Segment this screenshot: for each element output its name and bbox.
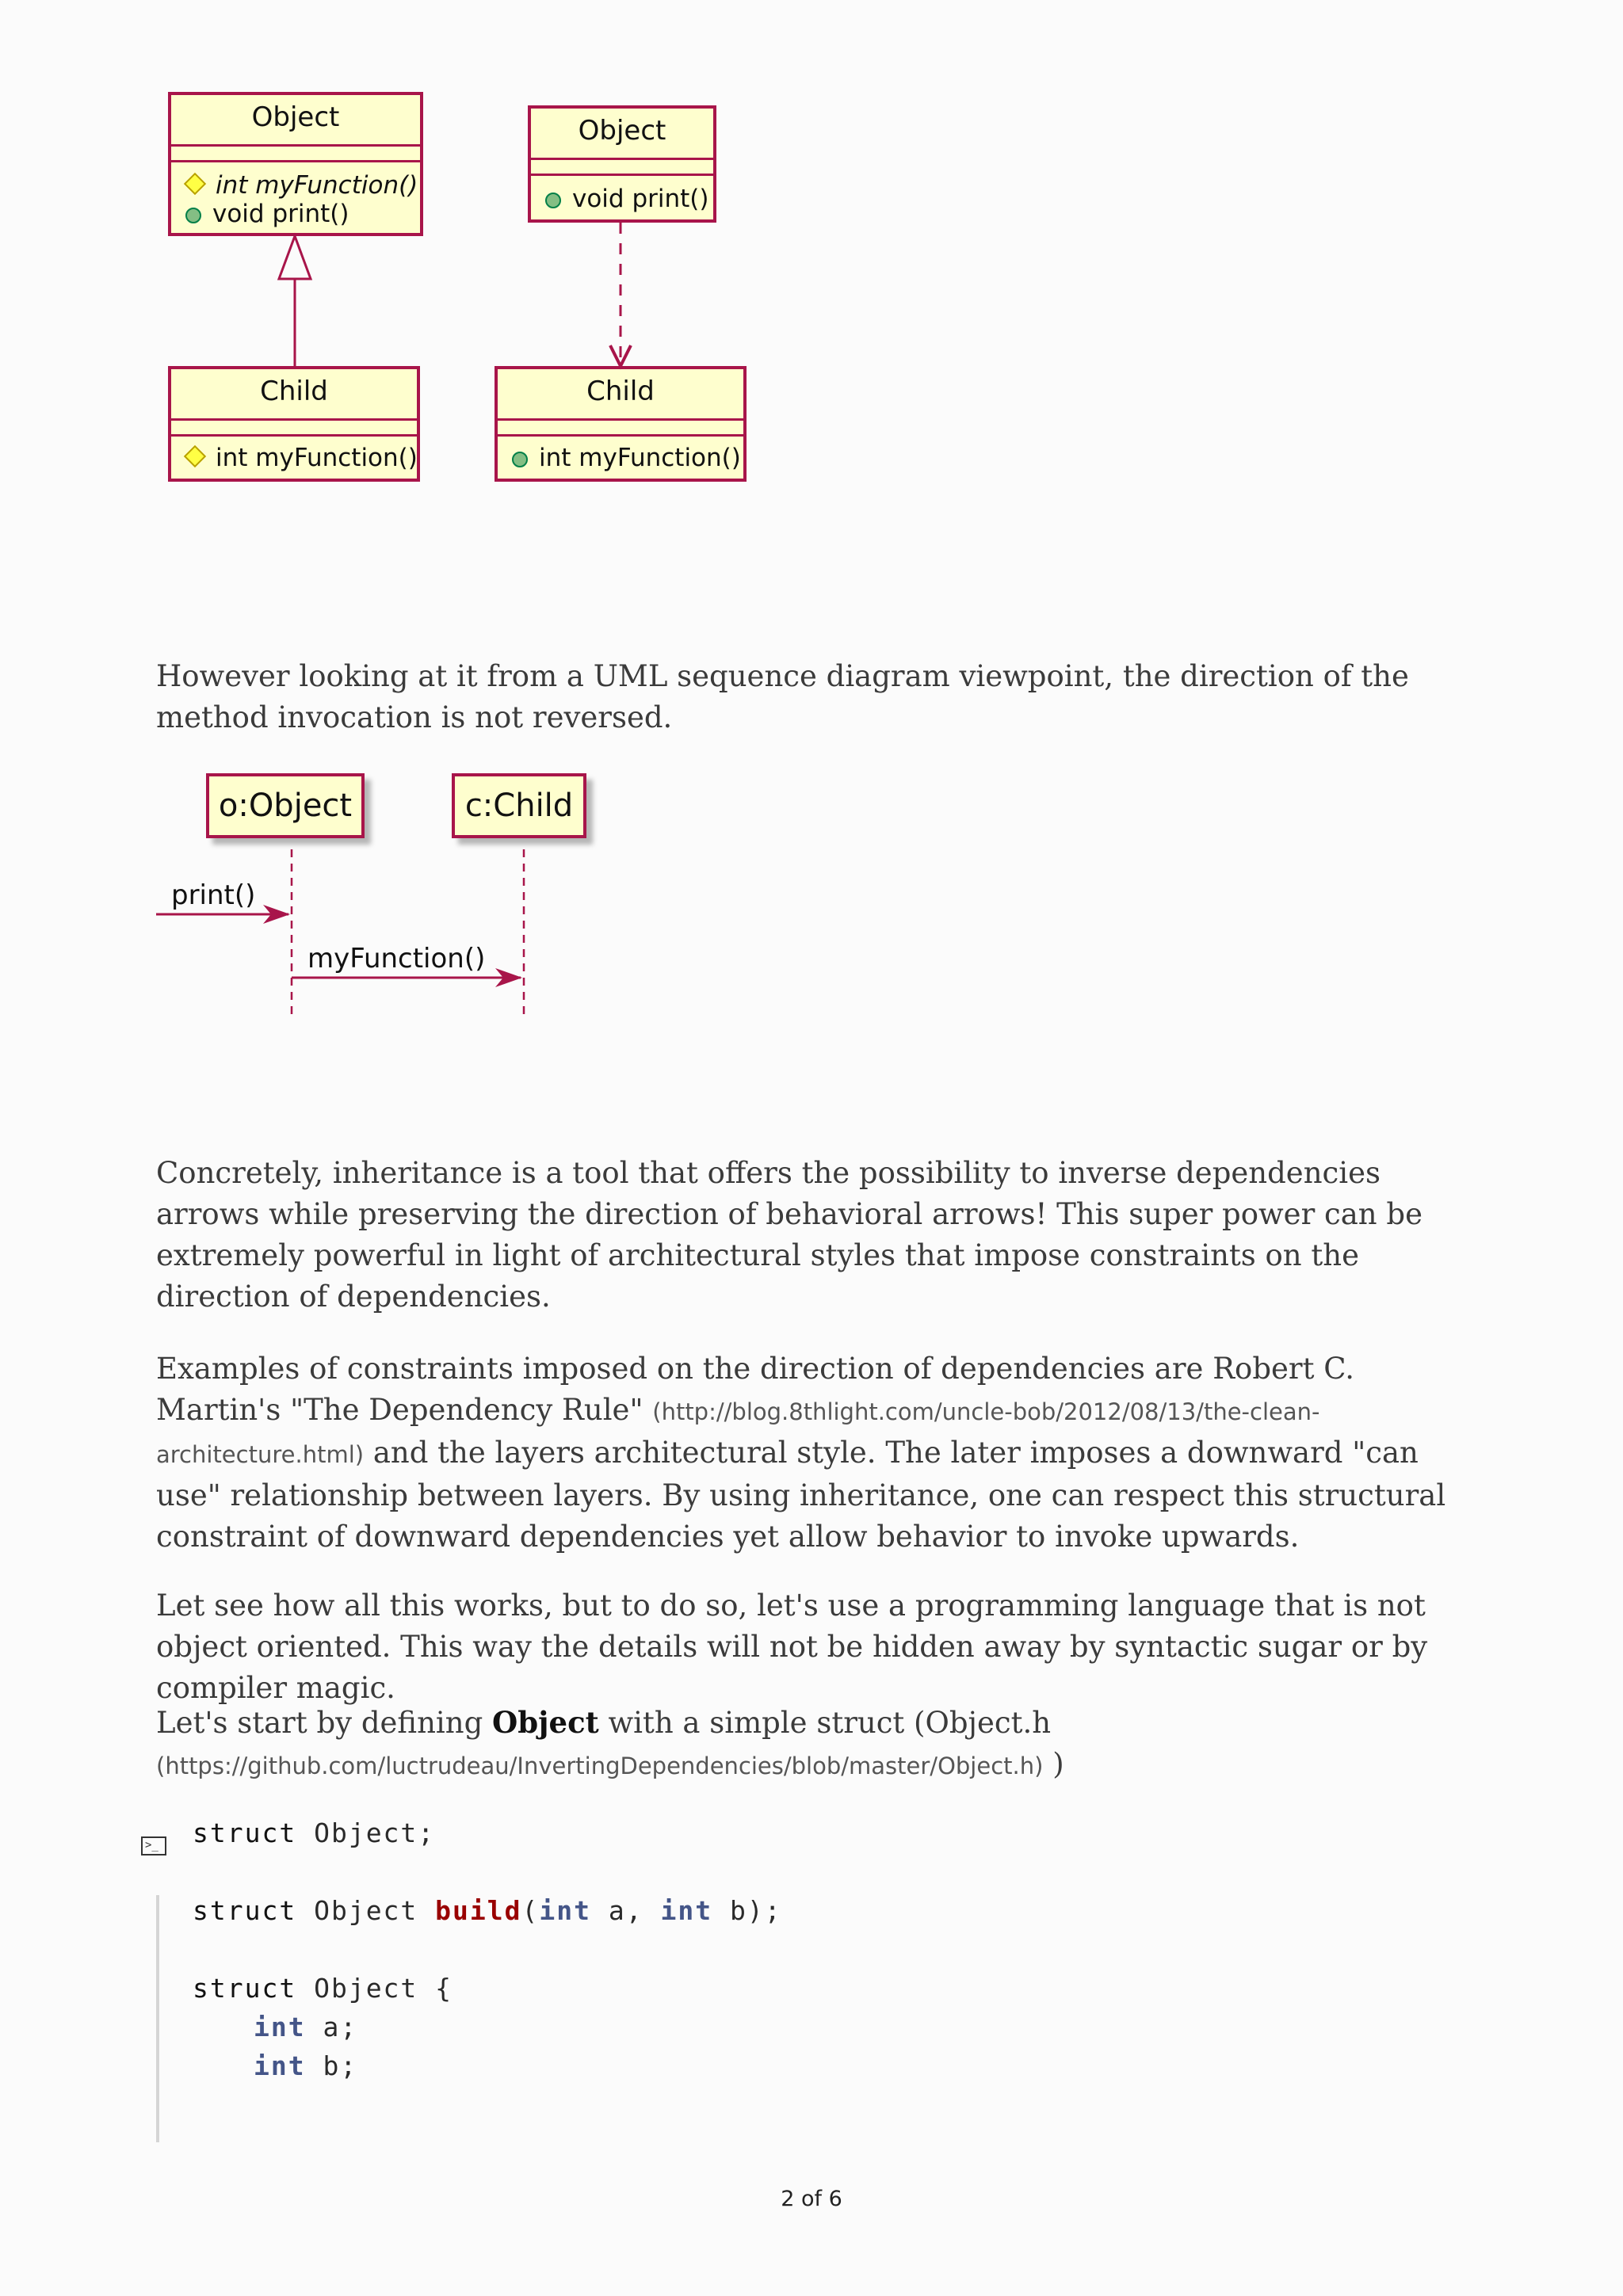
uml-member-protected: int myFunction() (184, 444, 418, 472)
paragraph-inheritance: Concretely, inheritance is a tool that offers the possibility to inverse dependencies arrows while preserving the direction of behavioral arrows! This super power can be extremely powerful in light of architectural styles that impose constraints on the direction of dependencies. (156, 1156, 1423, 1314)
uml-class-title: Child (586, 376, 655, 407)
intro-paragraph: However looking at it from a UML sequence diagram viewpoint, the direction of the method invocation is not reversed. (156, 659, 1409, 734)
code-line-6: int b; (254, 2050, 358, 2081)
seq-participant-child: c:Child (452, 773, 586, 838)
link-object-h[interactable]: (https://github.com/luctrudeau/InvertingDependencies/blob/master/Object.h) (156, 1753, 1044, 1779)
paragraph-constraints: Examples of constraints imposed on the direction of dependencies are Robert C. Martin's "The Dependency Rule" (http://blog.8thlight.com/uncle-bob/2012/08/13/the-clean-architecture.html) and the layers architectural style. The later imposes a downward "can use" relationship between layers. By using inheritance, one can respect this structural constraint of downward dependencies yet allow behavior to invoke upwards. (156, 1352, 1446, 1554)
uml-class-title: Child (260, 376, 328, 407)
sequence-diagram-lines (0, 824, 1623, 1077)
paragraph-let-see: Let see how all this works, but to do so, let's use a programming language that is not object oriented. This way the details will not be hidden away by syntactic sugar or by compiler magic. (156, 1589, 1428, 1705)
uml-class-title: Object (578, 115, 666, 147)
page-number: 2 of 6 (781, 2187, 842, 2211)
uml-member-public: void print() (544, 185, 708, 213)
uml-member-public: int myFunction() (510, 444, 741, 472)
code-line-1: struct Object; (193, 1817, 436, 1848)
uml-member-public: void print() (184, 200, 349, 228)
paragraph-lets-start: Let's start by defining Object with a simple struct (Object.h (https://github.com/luctrudeau/InvertingDependencies/blob/master/Object.h) ) (156, 1705, 1064, 1781)
seq-message-myfunction: myFunction() (307, 943, 486, 974)
code-line-5: int a; (254, 2012, 358, 2042)
terminal-icon: >_ (141, 1836, 166, 1855)
code-left-bar (156, 1895, 159, 2142)
link-clean-architecture[interactable]: (http://blog.8thlight.com/uncle-bob/2012/08/13/the-clean-architecture.html) (156, 1398, 1320, 1468)
class-diagram-connectors (0, 0, 1623, 555)
seq-participant-object: o:Object (206, 773, 365, 838)
uml-class-title: Object (251, 101, 340, 133)
uml-member-protected: int myFunction() (184, 171, 418, 200)
seq-message-print: print() (171, 879, 256, 911)
code-line-4: struct Object { (193, 1973, 453, 2004)
bold-object: Object (492, 1705, 599, 1740)
inheritance-arrowhead (279, 236, 311, 279)
code-line-2: struct Object build(int a, int b); (193, 1895, 782, 1926)
